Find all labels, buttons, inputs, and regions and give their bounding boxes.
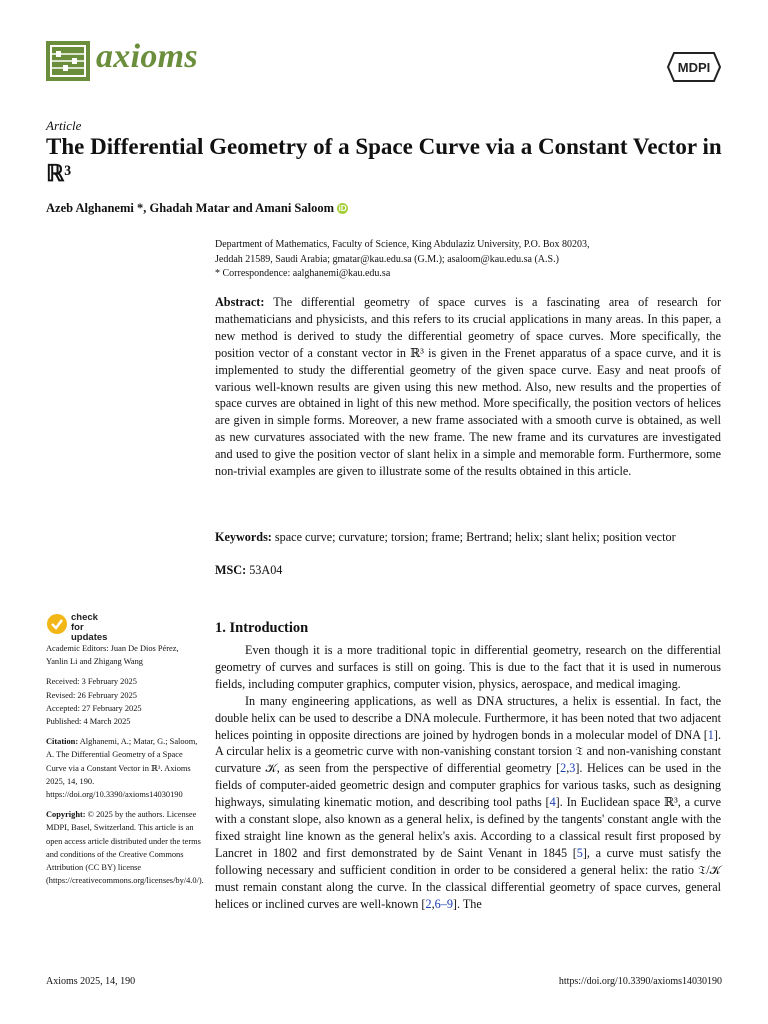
keywords-label: Keywords: [215,530,272,544]
citation [46,735,201,801]
keywords-text: space curve; curvature; torsion; frame; Bertrand; helix; slant helix; position vector [274,530,676,544]
received-date: Received: 3 February 2025 [46,677,137,687]
msc-text: 53A04 [249,563,283,577]
paragraph: Even though it is a more traditional topic in differential geometry, research on the differential geometry of curves and surfaces is still on going. This is due to the fact that it is used in numerous fields, including computer graphics, computer vision, physics, aerospace, and medical imaging. [215,643,721,691]
abstract-label: Abstract: [215,295,265,309]
citation-link[interactable]: 1 [707,727,714,742]
accepted-date: Accepted: 27 February 2025 [46,703,142,713]
abstract [215,294,721,480]
article-info-sidebar [46,642,204,887]
academic-editors: Academic Editors: Juan De Dios Pérez, Yanlin Li and Zhigang Wang [46,644,179,667]
mdpi-logo [666,51,722,88]
section-heading: 1. Introduction [215,620,309,636]
published-date: Published: 4 March 2025 [46,717,131,727]
citation-link[interactable]: 2 [560,761,567,776]
citation-label: Citation: [46,737,79,747]
check-updates-line2: updates [71,632,108,643]
citation-link[interactable]: 2 [425,896,432,911]
footer-doi-link[interactable]: https://doi.org/10.3390/axioms14030190 [558,976,722,987]
citation-link[interactable]: 6–9 [434,896,453,911]
keywords [215,530,721,545]
citation-link[interactable]: 5 [576,845,583,860]
journal-name: axioms [96,38,198,75]
check-updates-icon [46,613,68,635]
orcid-icon[interactable]: iD [338,204,347,213]
introduction-body [215,642,721,913]
msc-label: MSC: [215,563,247,577]
check-updates-line1: check for [71,612,98,633]
copyright [46,808,204,887]
citation-text: Alghanemi, A.; Matar, G.; Saloom, A. The Differential Geometry of a Space Curve via a Constant Vector in ℝ³. Axioms 2025, 14, 190. https://doi.org/10.3390/axioms14030190 [46,737,198,800]
author-list [46,201,348,216]
authors-text: Azeb Alghanemi *, Ghadah Matar and Amani Saloom [46,201,335,215]
check-for-updates-badge[interactable] [46,612,108,643]
footer-citation: Axioms 2025, 14, 190 [46,976,136,987]
affiliation-block [215,238,725,282]
affiliation-line: Department of Mathematics, Faculty of Science, King Abdulaziz University, P.O. Box 80203, [215,239,590,250]
copyright-text: © 2025 by the authors. Licensee MDPI, Basel, Switzerland. This article is an open access article distributed under the terms and conditions of the Creative Commons Attribution (CC BY) license (https://creativecommons.org/licenses/by/4.0/). [46,810,204,886]
abstract-text: The differential geometry of space curves is a fascinating area of research for mathematicians and physicists, and this refers to its crucial applications in many areas. In this paper, a new method is derived to study the differential geometry of space curves. More specifically, the position vector of a constant vector in ℝ³ is given in the Frenet apparatus of a space curve, and it is implemented to study the differential geometry of the given space curve. Easy and neat proofs of various well-known results are given using this new method. Also, new results and the properties of space curves are obtained in light of this new method. More specifically, the position vectors of helices are given in simple forms. Moreover, a new frame associated with a smooth curve is obtained, as well as new curvatures associated with the new frame. The new frame and its curvatures are investigated and used to give the position vector of slant helix in a simple and memorable form. Furthermore, some non-trivial examples are given to illustrate some of the results obtained in this article. [215,295,722,479]
article-title: The Differential Geometry of a Space Curve via a Constant Vector in ℝ³ [46,134,722,186]
article-type: Article [46,118,82,133]
paragraph: In many engineering applications, as well as DNA structures, a helix is essential. In fact, the double helix can be used to describe a DNA molecule. Furthermore, it has been noted that two adjacent helices pointing in opposite directions are joined by hydrogen bonds in a molecular model of DNA [1]. A circular helix is a geometric curve with non-vanishing constant torsion 𝔗 and non-vanishing constant curvature 𝒦, as seen from the perspective of differential geometry [2,3]. Helices can be used in the fields of computer-aided geometric design and computer graphics for various tasks, such as designing highways, simulating kinematic motion, and describing tool paths [4]. In Euclidean space ℝ³, a curve with a constant slope, also known as a general helix, is defined by the tangents' constant angle with the fixed straight line known as the general helix's axis. According to a classical result first proposed by Lancret in 1802 and first demonstrated by de Saint Venant in 1845 [5], a curve must satisfy the following necessary and sufficient condition in order to be considered a general helix: the ratio 𝔗/𝒦 must remain constant along the curve. In the classical differential geometry of space curves, general helices or inclined curves are well-known [2,6–9]. The [215,693,721,911]
citation-link[interactable]: 4 [549,795,556,810]
mdpi-logo-text: MDPI [677,60,711,75]
correspondence: * Correspondence: aalghanemi@kau.edu.sa [215,268,391,279]
journal-logo-icon [46,41,90,81]
msc [215,563,282,578]
copyright-label: Copyright: [46,810,86,820]
citation-link[interactable]: 3 [569,761,576,776]
affiliation-line: Jeddah 21589, Saudi Arabia; gmatar@kau.edu.sa (G.M.); asaloom@kau.edu.sa (A.S.) [215,253,559,265]
revised-date: Revised: 26 February 2025 [46,690,137,700]
